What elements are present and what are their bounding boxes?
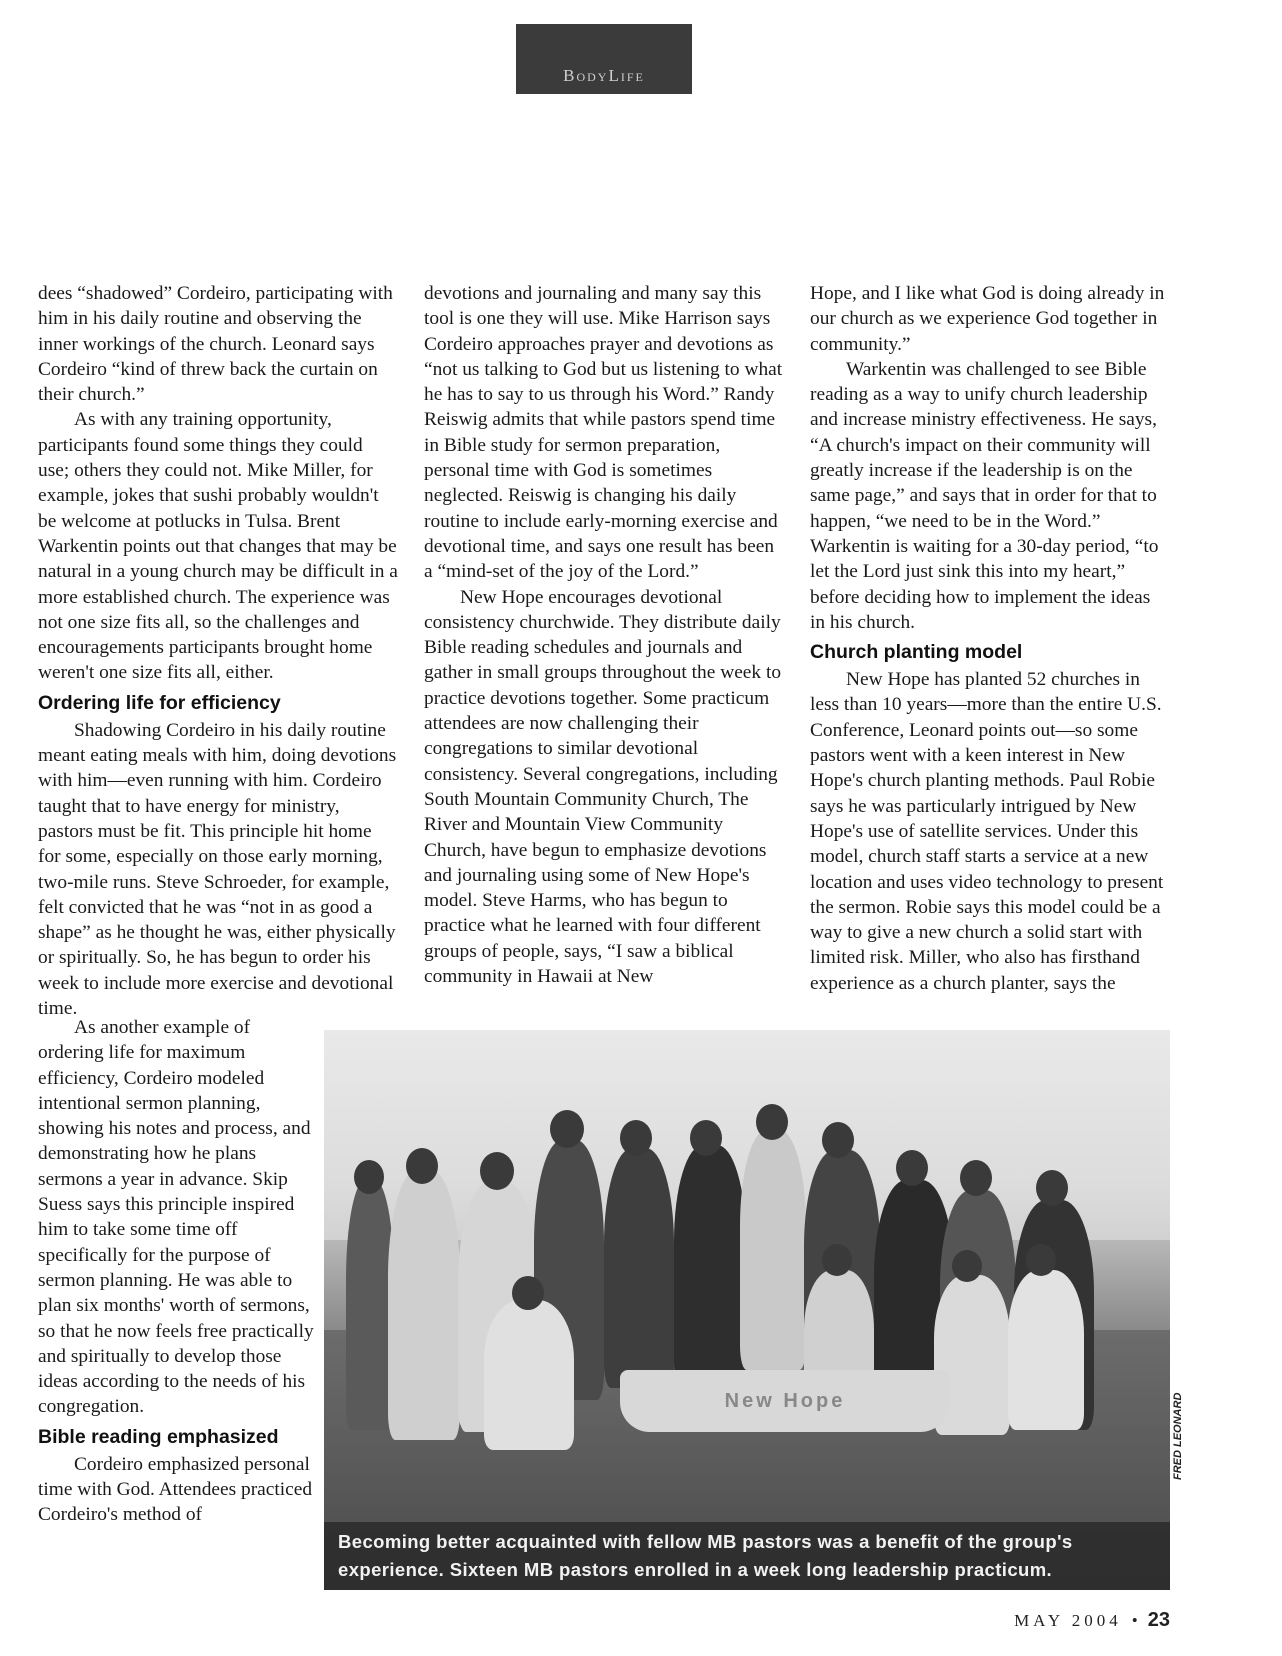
photo-head bbox=[756, 1104, 788, 1140]
issue-date: MAY 2004 bbox=[1014, 1611, 1122, 1630]
paragraph: As another example of ordering life for maximum efficiency, Cordeiro modeled intentional sermon planning, showing his notes and process, and demonstrating how he plans sermons a year in advance. Skip Suess says this principle inspired him to take some time off specifically for the purpose of sermon planning. He was able to plan six months' worth of sermons, so that he now feels free practically and spiritually to develop those ideas according to the needs of his congregation. bbox=[38, 1017, 314, 1418]
photo-head bbox=[406, 1148, 438, 1184]
page-footer bbox=[970, 1609, 1170, 1637]
photo-caption: Becoming better acquainted with fellow MB pastors was a benefit of the group's experience. Sixteen MB pastors enrolled in a week long leadership practicum. bbox=[338, 1531, 1073, 1580]
paragraph: dees “shadowed” Cordeiro, participating with him in his daily routine and observing the inner workings of the church. Leonard says Cordeiro “kind of threw back the curtain on their church.” bbox=[38, 283, 393, 406]
column-1 bbox=[38, 281, 398, 1021]
photo-head bbox=[354, 1160, 384, 1194]
photo-head bbox=[512, 1276, 544, 1310]
photo-person bbox=[484, 1300, 574, 1450]
footer-separator: • bbox=[1131, 1611, 1138, 1630]
photo-person bbox=[388, 1170, 460, 1440]
photo-person bbox=[740, 1130, 806, 1370]
photo-head bbox=[960, 1160, 992, 1196]
page-number: 23 bbox=[1147, 1609, 1170, 1631]
column-3 bbox=[810, 281, 1170, 996]
photo-person bbox=[346, 1180, 394, 1430]
photo-person bbox=[604, 1148, 674, 1388]
photo-head bbox=[1036, 1170, 1068, 1206]
subheading-bible-reading: Bible reading emphasized bbox=[38, 1425, 279, 1448]
subheading-ordering-life: Ordering life for efficiency bbox=[38, 691, 281, 714]
section-tab: BodyLife bbox=[516, 24, 692, 94]
photo-head bbox=[690, 1120, 722, 1156]
photo-head bbox=[822, 1122, 854, 1158]
photo-head bbox=[480, 1152, 514, 1190]
photo-head bbox=[550, 1110, 584, 1148]
paragraph: Shadowing Cordeiro in his daily routine meant eating meals with him, doing devotions with him—even running with him. Cordeiro taught that to have energy for ministry, pastors must be fit. This principle hit home for some, especially on those early morning, two-mile runs. Steve Schroeder, for example, felt convicted that he was “not in as good a shape” as he thought he was, either physically or spiritually. So, he has begun to order his week to include more exercise and devotional time. bbox=[38, 719, 397, 1020]
subheading-church-planting: Church planting model bbox=[810, 641, 1023, 664]
paragraph: Hope, and I like what God is doing already in our church as we experience God together in community.” bbox=[810, 283, 1165, 355]
photo-credit: FRED LEONARD bbox=[1172, 1392, 1184, 1480]
column-2 bbox=[424, 281, 784, 989]
photo-head bbox=[896, 1150, 928, 1186]
photo-head bbox=[1026, 1244, 1056, 1276]
paragraph: Cordeiro emphasized personal time with God. Attendees practiced Cordeiro's method of bbox=[38, 1453, 313, 1526]
photo-head bbox=[620, 1120, 652, 1156]
group-photo bbox=[324, 1030, 1170, 1590]
paragraph: Warkentin was challenged to see Bible reading as a way to unify church leadership and increase ministry effectiveness. He says, “A church's impact on their community will greatly increase if the leadership is on the same page,” and says that in order for that to happen, “we need to be in the Word.” Warkentin is waiting for a 30-day period, “to let the Lord just sink this into my heart,” before deciding how to implement the ideas in his church. bbox=[810, 358, 1159, 633]
photo-person bbox=[1008, 1270, 1084, 1430]
paragraph: New Hope has planted 52 churches in less than 10 years—more than the entire U.S. Conference, Leonard points out—so some pastors went with a keen interest in New Hope's church planting methods. Paul Robie says he was particularly intrigued by New Hope's use of satellite services. Under this model, church staff starts a service at a new location and uses video technology to present the sermon. Robie says this model could be a way to give a new church a solid start with limited risk. Miller, who also has firsthand experience as a church planter, says the bbox=[810, 669, 1164, 994]
photo-person bbox=[674, 1145, 746, 1385]
photo-head bbox=[822, 1244, 852, 1276]
paragraph: New Hope encourages devotional consistency churchwide. They distribute daily Bible reading schedules and journals and gather in small groups throughout the week to practice devotions together. Some practicum attendees are now challenging their congregations to similar devotional consistency. Several congregations, including South Mountain Community Church, The River and Mountain View Community Church, have begun to emphasize devotions and journaling using some of New Hope's model. Steve Harms, who has begun to practice what he learned with four different groups of people, says, “I saw a biblical community in Hawaii at New bbox=[424, 586, 782, 988]
column-1-lower bbox=[38, 1015, 318, 1528]
paragraph: devotions and journaling and many say this tool is one they will use. Mike Harrison says Cordeiro approaches prayer and devotions as “not us talking to God but us listening to what he has to say to us through his Word.” Randy Reiswig admits that while pastors spend time in Bible study for sermon preparation, personal time with God is sometimes neglected. Reiswig is changing his daily routine to include early-morning exercise and devotional time, and says one result has been a “mind-set of the joy of the Lord.” bbox=[424, 283, 783, 583]
photo-head bbox=[952, 1250, 982, 1282]
boat-hull: New Hope bbox=[620, 1370, 950, 1432]
paragraph: As with any training opportunity, participants found some things they could use; others they could not. Mike Miller, for example, jokes that sushi probably wouldn't be welcome at potlucks in Tulsa. Brent Warkentin points out that changes that may be natural in a young church may be difficult in a more established church. The experience was not one size fits all, so the challenges and encouragements participants brought home weren't one size fits all, either. bbox=[38, 409, 398, 684]
